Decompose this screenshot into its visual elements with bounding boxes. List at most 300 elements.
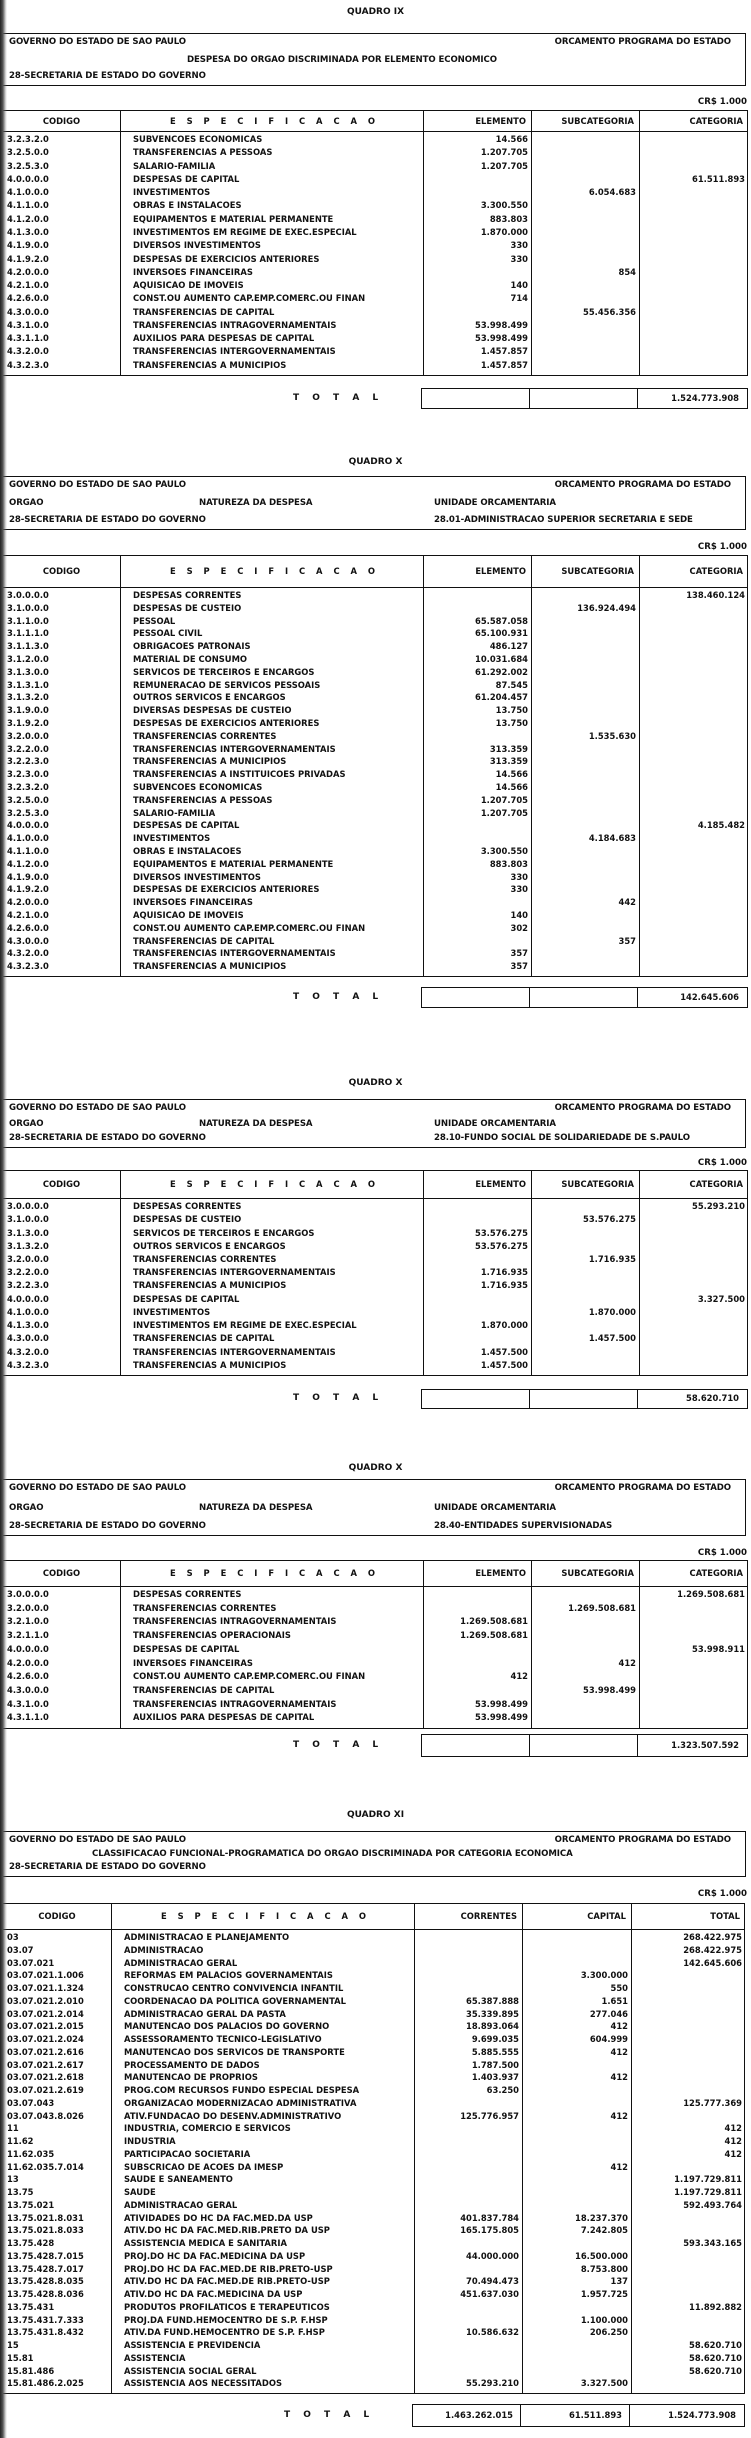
row-description: SAUDE E SANEAMENTO <box>124 2174 233 2185</box>
row-code: 03.07.021 <box>7 1957 55 1968</box>
table-row <box>3 2072 746 2085</box>
total-label: T O T A L <box>284 2409 375 2420</box>
row-value-correntes: 165.175.805 <box>460 2225 519 2236</box>
total-label: T O T A L <box>293 991 384 1002</box>
data-table <box>2 1903 745 2394</box>
row-code: 3.0.0.0.0 <box>7 590 49 600</box>
table-row <box>3 2378 746 2391</box>
row-value-elemento: 14.566 <box>495 782 528 792</box>
row-value-subcategoria: 412 <box>618 1657 636 1668</box>
unidade-name: 28.01-ADMINISTRACAO SUPERIOR SECRETARIA E SEDE <box>434 515 693 525</box>
row-description: ASSESSORAMENTO TECNICO-LEGISLATIVO <box>124 2034 322 2044</box>
row-value-elemento: 1.716.935 <box>480 1280 528 1291</box>
row-description: DESPESAS CORRENTES <box>133 590 242 600</box>
row-code: 3.1.1.0.0 <box>7 615 49 626</box>
column-header-especificacao: E S P E C I F I C A C A O <box>169 115 380 126</box>
row-value-elemento: 13.750 <box>495 705 528 716</box>
table-row <box>3 280 749 293</box>
unidade-name: 28.40-ENTIDADES SUPERVISIONADAS <box>434 1521 613 1531</box>
table-row <box>3 667 749 680</box>
quadro-title: QUADRO IX <box>346 7 405 17</box>
orgao-name: 28-SECRETARIA DE ESTADO DO GOVERNO <box>9 71 206 81</box>
row-code: 15.81.486 <box>7 2365 55 2376</box>
row-value-elemento: 313.359 <box>489 756 528 767</box>
row-description: DESPESAS DE EXERCICIOS ANTERIORES <box>133 253 320 264</box>
row-value-capital: 206.250 <box>589 2327 628 2338</box>
table-row <box>3 240 749 253</box>
row-code: 13.75.021.8.033 <box>7 2225 84 2236</box>
row-description: INVESTIMENTOS EM REGIME DE EXEC.ESPECIAL <box>133 226 357 237</box>
quadro-title: QUADRO X <box>348 1463 403 1473</box>
table-row <box>3 2289 746 2302</box>
row-value-subcategoria: 1.269.508.681 <box>568 1602 636 1613</box>
row-code: 4.2.0.0.0 <box>7 897 49 908</box>
table-row <box>3 782 749 795</box>
column-divider <box>529 389 530 408</box>
row-code: 03.07.021.2.015 <box>7 2021 84 2032</box>
row-value-elemento: 1.269.508.681 <box>460 1616 528 1627</box>
row-value-elemento: 302 <box>510 922 528 933</box>
government-name: GOVERNO DO ESTADO DE SAO PAULO <box>9 1103 187 1113</box>
row-value-capital: 412 <box>610 2161 628 2172</box>
row-value-subcategoria: 1.716.935 <box>588 1253 636 1264</box>
row-description: ORGANIZACAO MODERNIZACAO ADMINISTRATIVA <box>124 2097 357 2108</box>
table-row <box>3 616 749 629</box>
report-subtitle: NATUREZA DA DESPESA <box>199 498 313 508</box>
row-code: 4.0.0.0.0 <box>7 173 49 184</box>
row-description: ADMINISTRACAO GERAL DA PASTA <box>124 2008 286 2019</box>
row-description: INVESTIMENTOS <box>133 833 211 844</box>
scan-edge-shadow <box>0 0 7 2438</box>
row-code: 11 <box>7 2123 19 2134</box>
row-description: TRANSFERENCIAS INTRAGOVERNAMENTAIS <box>133 1616 337 1627</box>
table-row <box>3 654 749 667</box>
column-header-codigo: CODIGO <box>42 566 81 576</box>
orgao-label: ORGAO <box>9 1502 44 1513</box>
table-row <box>3 2327 746 2340</box>
row-code: 3.2.3.2.0 <box>7 782 49 792</box>
table-row <box>3 174 749 187</box>
row-description: ADMINISTRACAO GERAL <box>124 1957 238 1968</box>
row-code: 4.3.1.1.0 <box>7 333 49 344</box>
row-value-correntes: 35.339.895 <box>466 2008 519 2019</box>
row-code: 13.75.428.8.036 <box>7 2289 84 2299</box>
row-value-capital: 412 <box>610 2072 628 2083</box>
row-value-capital: 550 <box>610 1983 628 1993</box>
orgao-label: ORGAO <box>9 498 44 508</box>
row-code: 4.3.2.0.0 <box>7 1346 49 1357</box>
row-code: 4.3.2.0.0 <box>7 948 49 959</box>
row-value-elemento: 65.587.058 <box>475 615 528 626</box>
row-description: DIVERSOS INVESTIMENTOS <box>133 871 261 882</box>
table-row <box>3 134 749 147</box>
row-value-capital: 1.651 <box>601 1995 628 2006</box>
row-code: 3.1.3.2.0 <box>7 692 49 703</box>
program-name: ORCAMENTO PROGRAMA DO ESTADO <box>554 1103 731 1113</box>
data-table <box>2 1170 748 1376</box>
row-code: 13.75.428.7.015 <box>7 2250 84 2261</box>
table-row <box>3 147 749 160</box>
table-row <box>3 1644 749 1658</box>
row-description: DESPESAS DE EXERCICIOS ANTERIORES <box>133 884 320 895</box>
total-label: T O T A L <box>293 1393 384 1403</box>
table-row <box>3 1671 749 1685</box>
table-row <box>3 1320 749 1333</box>
row-description: TRANSFERENCIAS CORRENTES <box>133 1602 277 1613</box>
row-code: 03.07.021.2.024 <box>7 2034 84 2044</box>
row-description: MANUTENCAO DE PROPRIOS <box>124 2072 258 2083</box>
quadro-title: QUADRO XI <box>346 1810 405 1820</box>
row-code: 03.07.021.2.616 <box>7 2046 84 2057</box>
table-row <box>3 187 749 200</box>
row-description: PARTICIPACAO SOCIETARIA <box>124 2148 251 2159</box>
government-name: GOVERNO DO ESTADO DE SAO PAULO <box>9 1483 187 1493</box>
row-value-capital: 16.500.000 <box>575 2250 628 2261</box>
table-row <box>3 2187 746 2200</box>
table-row <box>3 692 749 705</box>
row-value-subcategoria: 442 <box>618 897 636 908</box>
table-row <box>3 603 749 616</box>
total-box <box>421 388 748 409</box>
row-value-elemento: 53.998.499 <box>475 333 528 344</box>
row-code: 03.07.021.2.014 <box>7 2008 84 2019</box>
table-row <box>3 1616 749 1630</box>
row-description: TRANSFERENCIAS DE CAPITAL <box>133 1684 275 1695</box>
row-description: CONST.OU AUMENTO CAP.EMP.COMERC.OU FINAN <box>133 293 366 304</box>
row-code: 3.2.0.0.0 <box>7 1602 49 1613</box>
row-description: PESSOAL CIVIL <box>133 628 203 639</box>
row-description: ASSISTENCIA MEDICA E SANITARIA <box>124 2238 287 2248</box>
table-row <box>3 1983 746 1996</box>
table-header <box>3 556 747 588</box>
row-value-capital: 3.300.000 <box>580 1970 628 1981</box>
column-header-elemento: ELEMENTO <box>475 1568 526 1578</box>
row-code: 4.3.2.3.0 <box>7 359 49 370</box>
table-row <box>3 2174 746 2187</box>
total-value: 1.524.773.908 <box>671 392 739 403</box>
table-row <box>3 718 749 731</box>
table-row <box>3 346 749 359</box>
row-value-elemento: 486.127 <box>489 641 528 652</box>
total-label: T O T A L <box>293 392 384 403</box>
row-code: 4.1.3.0.0 <box>7 1320 49 1331</box>
table-row <box>3 1360 749 1373</box>
table-row <box>3 1945 746 1958</box>
table-row <box>3 1267 749 1280</box>
column-divider <box>529 988 530 1007</box>
row-value-capital: 412 <box>610 2021 628 2032</box>
table-row <box>3 2264 746 2277</box>
table-row <box>3 1201 749 1214</box>
table-row <box>3 1958 746 1971</box>
row-value-elemento: 87.545 <box>495 679 528 690</box>
row-description: TRANSFERENCIAS A INSTITUICOES PRIVADAS <box>133 769 346 780</box>
row-code: 4.1.9.2.0 <box>7 253 49 264</box>
table-row <box>3 1658 749 1672</box>
row-code: 4.1.2.0.0 <box>7 213 49 224</box>
report-subtitle: CLASSIFICACAO FUNCIONAL-PROGRAMATICA DO ORGAO DISCRIMINADA POR CATEGORIA ECONOMICA <box>92 1849 573 1859</box>
row-description: MANUTENCAO DOS SERVICOS DE TRANSPORTE <box>124 2046 345 2057</box>
table-row <box>3 680 749 693</box>
row-value-elemento: 53.998.499 <box>475 319 528 330</box>
row-value-elemento: 1.870.000 <box>480 1320 528 1331</box>
row-description: EQUIPAMENTOS E MATERIAL PERMANENTE <box>133 858 334 869</box>
table-row <box>3 254 749 267</box>
table-header <box>3 1561 747 1587</box>
column-header-categoria: CATEGORIA <box>689 115 743 126</box>
row-value-capital: 412 <box>610 2046 628 2057</box>
row-description: TRANSFERENCIAS DE CAPITAL <box>133 306 275 317</box>
row-code: 3.2.0.0.0 <box>7 730 49 741</box>
row-code: 4.2.0.0.0 <box>7 266 49 277</box>
column-header-capital: CAPITAL <box>587 1911 626 1921</box>
unidade-label: UNIDADE ORCAMENTARIA <box>434 1502 556 1513</box>
row-value-total: 412 <box>724 2136 742 2146</box>
row-value-elemento: 412 <box>510 1671 528 1682</box>
row-value-elemento: 53.998.499 <box>475 1712 528 1723</box>
table-row <box>3 2340 746 2353</box>
row-value-correntes: 70.494.473 <box>466 2276 519 2287</box>
row-value-elemento: 330 <box>510 884 528 895</box>
row-value-subcategoria: 4.184.683 <box>588 833 636 844</box>
row-code: 4.3.1.0.0 <box>7 319 49 330</box>
row-code: 3.2.2.3.0 <box>7 1280 49 1291</box>
table-row <box>3 795 749 808</box>
row-code: 3.1.9.0.0 <box>7 705 49 716</box>
row-description: ASSISTENCIA E PREVIDENCIA <box>124 2340 261 2350</box>
table-row <box>3 1307 749 1320</box>
row-description: INVESTIMENTOS EM REGIME DE EXEC.ESPECIAL <box>133 1320 357 1331</box>
row-value-subcategoria: 136.924.494 <box>577 602 636 613</box>
row-description: ASSISTENCIA AOS NECESSITADOS <box>124 2378 283 2389</box>
column-header-especificacao: E S P E C I F I C A C A O <box>160 1911 371 1921</box>
row-description: CONSTRUCAO CENTRO CONVIVENCIA INFANTIL <box>124 1983 344 1993</box>
row-description: TRANSFERENCIAS INTERGOVERNAMENTAIS <box>133 743 336 754</box>
table-row <box>3 833 749 846</box>
row-description: ADMINISTRACAO E PLANEJAMENTO <box>124 1932 290 1942</box>
row-value-capital: 1.100.000 <box>580 2314 628 2325</box>
total-box <box>421 987 748 1008</box>
total-label: T O T A L <box>293 1739 384 1750</box>
orgao-name: 28-SECRETARIA DE ESTADO DO GOVERNO <box>9 1133 206 1143</box>
row-description: TRANSFERENCIAS DE CAPITAL <box>133 1333 275 1344</box>
table-row <box>3 1685 749 1699</box>
row-description: DESPESAS DE CAPITAL <box>133 1643 240 1654</box>
table-row <box>3 2123 746 2136</box>
report-subtitle: NATUREZA DA DESPESA <box>199 1118 313 1129</box>
row-code: 13.75.431.7.333 <box>7 2314 84 2325</box>
row-description: TRANSFERENCIAS INTRAGOVERNAMENTAIS <box>133 1698 337 1709</box>
row-value-elemento: 61.292.002 <box>475 666 528 677</box>
table-row <box>3 2149 746 2162</box>
row-code: 13.75.428.8.035 <box>7 2276 84 2287</box>
row-value-categoria: 4.185.482 <box>697 820 745 831</box>
table-row <box>3 1228 749 1241</box>
table-row <box>3 214 749 227</box>
row-description: INVERSOES FINANCEIRAS <box>133 897 253 908</box>
table-row <box>3 2009 746 2022</box>
row-code: 13 <box>7 2174 19 2185</box>
row-value-elemento: 14.566 <box>495 134 528 144</box>
row-code: 13.75.021 <box>7 2199 55 2210</box>
row-code: 4.3.0.0.0 <box>7 935 49 946</box>
row-description: OBRAS E INSTALACOES <box>133 846 242 856</box>
total-value: 1.463.262.015 <box>445 2409 513 2420</box>
table-row <box>3 200 749 213</box>
row-value-total: 1.197.729.811 <box>674 2187 742 2197</box>
row-code: 4.0.0.0.0 <box>7 1643 49 1654</box>
table-row <box>3 884 749 897</box>
table-row <box>3 1347 749 1360</box>
row-value-correntes: 1.403.937 <box>471 2072 519 2083</box>
row-code: 4.2.1.0.0 <box>7 910 49 920</box>
row-description: TRANSFERENCIAS INTERGOVERNAMENTAIS <box>133 346 336 357</box>
row-code: 3.1.3.0.0 <box>7 1227 49 1238</box>
row-code: 4.2.6.0.0 <box>7 1671 49 1682</box>
table-row <box>3 2098 746 2111</box>
row-value-subcategoria: 53.576.275 <box>583 1214 636 1225</box>
row-code: 4.3.2.3.0 <box>7 961 49 972</box>
row-description: TRANSFERENCIAS A MUNICIPIOS <box>133 1280 287 1291</box>
table-row <box>3 910 749 923</box>
table-header <box>3 1904 744 1930</box>
row-description: PROJ.DA FUND.HEMOCENTRO DE S.P. F.HSP <box>124 2314 328 2325</box>
table-row <box>3 948 749 961</box>
table-row <box>3 846 749 859</box>
table-row <box>3 731 749 744</box>
row-value-total: 58.620.710 <box>689 2352 742 2363</box>
row-value-total: 268.422.975 <box>683 1932 742 1942</box>
row-code: 3.0.0.0.0 <box>7 1589 49 1599</box>
row-description: ATIV.DO HC DA FAC.MEDICINA DA USP <box>124 2289 303 2299</box>
total-box <box>412 2404 745 2427</box>
table-row <box>3 1254 749 1267</box>
orgao-name: 28-SECRETARIA DE ESTADO DO GOVERNO <box>9 1862 206 1872</box>
row-description: DIVERSAS DESPESAS DE CUSTEIO <box>133 705 292 716</box>
row-value-elemento: 330 <box>510 871 528 882</box>
row-description: OBRIGACOES PATRONAIS <box>133 641 251 652</box>
table-row <box>3 705 749 718</box>
row-description: SALARIO-FAMILIA <box>133 807 216 818</box>
column-header-elemento: ELEMENTO <box>475 1179 526 1189</box>
row-code: 4.3.0.0.0 <box>7 306 49 317</box>
row-description: TRANSFERENCIAS INTERGOVERNAMENTAIS <box>133 1346 336 1357</box>
row-description: PROJ.DO HC DA FAC.MED.DE RIB.PRETO-USP <box>124 2263 333 2274</box>
table-row <box>3 2136 746 2149</box>
row-code: 3.2.2.3.0 <box>7 756 49 767</box>
row-description: INDUSTRIA, COMERCIO E SERVICOS <box>124 2123 291 2134</box>
row-value-correntes: 44.000.000 <box>466 2250 519 2261</box>
row-description: AQUISICAO DE IMOVEIS <box>133 280 244 291</box>
row-code: 4.1.0.0.0 <box>7 187 49 198</box>
table-row <box>3 2200 746 2213</box>
row-description: TRANSFERENCIAS OPERACIONAIS <box>133 1630 291 1641</box>
currency-unit: CR$ 1.000 <box>697 1548 747 1558</box>
row-code: 11.62 <box>7 2136 34 2146</box>
row-code: 03.07.021.2.617 <box>7 2059 84 2070</box>
row-description: TRANSFERENCIAS INTERGOVERNAMENTAIS <box>133 948 336 959</box>
column-header-especificacao: E S P E C I F I C A C A O <box>169 1179 380 1189</box>
row-description: SERVICOS DE TERCEIROS E ENCARGOS <box>133 1227 315 1238</box>
row-value-elemento: 3.300.550 <box>480 846 528 856</box>
table-row <box>3 744 749 757</box>
table-row <box>3 590 749 603</box>
report-subtitle: NATUREZA DA DESPESA <box>199 1502 313 1513</box>
row-code: 3.1.2.0.0 <box>7 654 49 664</box>
row-description: TRANSFERENCIAS A PESSOAS <box>133 794 273 805</box>
row-description: DIVERSOS INVESTIMENTOS <box>133 240 261 251</box>
row-value-categoria: 3.327.500 <box>697 1293 745 1304</box>
table-row <box>3 2276 746 2289</box>
row-description: INVESTIMENTOS <box>133 187 211 198</box>
row-code: 13.75.428.7.017 <box>7 2263 84 2274</box>
row-code: 4.2.6.0.0 <box>7 922 49 933</box>
column-header-categoria: CATEGORIA <box>689 1568 743 1578</box>
row-code: 4.1.0.0.0 <box>7 1306 49 1317</box>
row-value-elemento: 1.457.857 <box>480 359 528 370</box>
table-row <box>3 2315 746 2328</box>
row-description: MANUTENCAO DOS PALACIOS DO GOVERNO <box>124 2021 330 2032</box>
row-value-elemento: 53.576.275 <box>475 1227 528 1238</box>
row-value-elemento: 313.359 <box>489 743 528 754</box>
row-value-categoria: 55.293.210 <box>692 1201 745 1211</box>
row-description: TRANSFERENCIAS INTRAGOVERNAMENTAIS <box>133 319 337 330</box>
row-description: ATIV.FUNDACAO DO DESENV.ADMINISTRATIVO <box>124 2110 342 2121</box>
row-code: 3.2.0.0.0 <box>7 1253 49 1264</box>
report-header-box <box>2 1479 746 1536</box>
column-header-codigo: CODIGO <box>38 1911 76 1921</box>
unidade-label: UNIDADE ORCAMENTARIA <box>434 1118 556 1129</box>
data-table <box>2 1560 748 1729</box>
row-code: 3.2.2.0.0 <box>7 743 49 754</box>
row-description: AUXILIOS PARA DESPESAS DE CAPITAL <box>133 333 315 344</box>
row-description: OBRAS E INSTALACOES <box>133 200 242 211</box>
row-code: 4.1.9.0.0 <box>7 871 49 882</box>
row-code: 4.0.0.0.0 <box>7 820 49 831</box>
table-row <box>3 2366 746 2379</box>
row-description: DESPESAS DE EXERCICIOS ANTERIORES <box>133 718 320 728</box>
row-value-capital: 1.957.725 <box>580 2289 628 2299</box>
row-value-correntes: 9.699.035 <box>471 2034 519 2044</box>
row-code: 4.1.2.0.0 <box>7 858 49 869</box>
data-table <box>2 555 748 977</box>
row-code: 03.07.021.1.006 <box>7 1970 84 1981</box>
government-name: GOVERNO DO ESTADO DE SAO PAULO <box>9 37 187 47</box>
row-value-capital: 3.327.500 <box>580 2378 628 2389</box>
row-code: 13.75.021.8.031 <box>7 2212 84 2223</box>
row-description: EQUIPAMENTOS E MATERIAL PERMANENTE <box>133 213 334 224</box>
row-value-total: 58.620.710 <box>689 2340 742 2350</box>
table-row <box>3 227 749 240</box>
row-value-elemento: 53.576.275 <box>475 1240 528 1251</box>
row-code: 13.75.428 <box>7 2238 55 2248</box>
orgao-label: ORGAO <box>9 1118 44 1129</box>
table-row <box>3 1333 749 1346</box>
row-value-elemento: 1.457.500 <box>480 1359 528 1370</box>
row-code: 3.1.1.3.0 <box>7 641 49 652</box>
row-code: 3.1.0.0.0 <box>7 602 49 613</box>
row-code: 03.07.021.1.324 <box>7 1983 84 1993</box>
row-description: ADMINISTRACAO GERAL <box>124 2199 238 2210</box>
row-description: SUBVENCOES ECONOMICAS <box>133 134 263 144</box>
row-value-capital: 8.753.800 <box>580 2263 628 2274</box>
table-row <box>3 307 749 320</box>
row-value-total: 593.343.165 <box>683 2238 742 2248</box>
government-name: GOVERNO DO ESTADO DE SAO PAULO <box>9 480 187 490</box>
table-row <box>3 628 749 641</box>
table-row <box>3 641 749 654</box>
row-description: TRANSFERENCIAS INTERGOVERNAMENTAIS <box>133 1267 336 1278</box>
